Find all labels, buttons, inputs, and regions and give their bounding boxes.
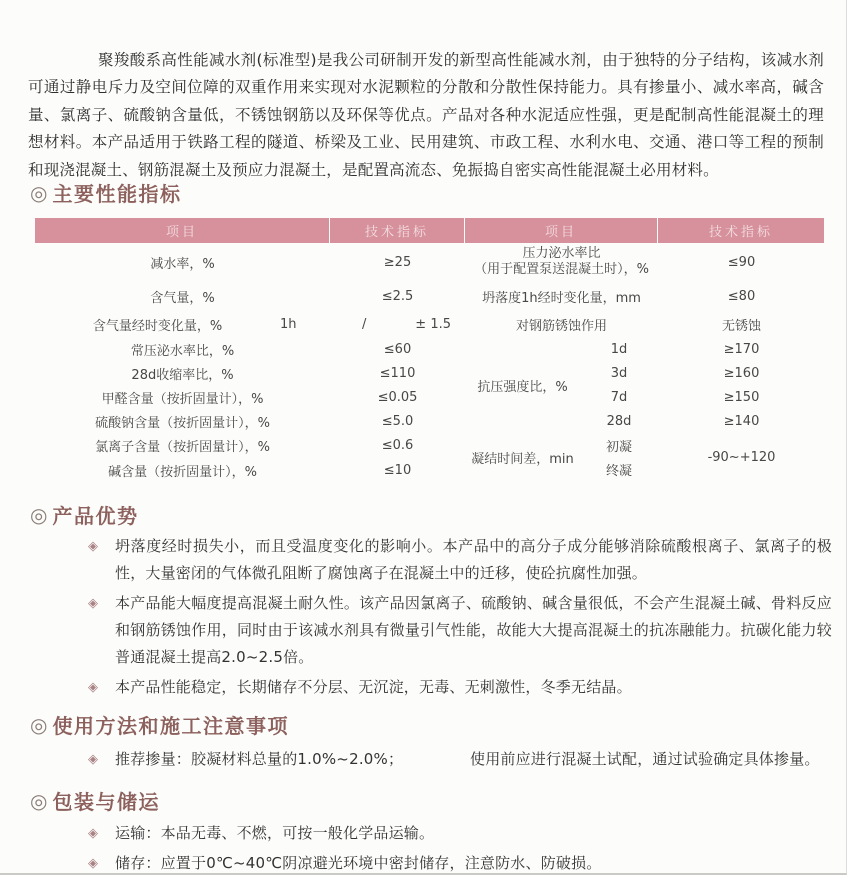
list-item-text: 坍落度经时损失小，而且受温度变化的影响小。本产品中的高分子成分能够消除硫酸根离子、氯离子的极性，大量密闭的气体微孔阻断了腐蚀离子在混凝土中的迁移，使砼抗腐性加强。 [115,537,832,582]
section-marker-icon: ◎ [30,180,48,205]
row-label: 氯离子含量（按折固量计），% [95,440,270,455]
row-label: 压力泌水率比 [522,246,601,261]
list-item-text: 本产品能大幅度提高混凝土耐久性。该产品因氯离子、硫酸钠、碱含量很低，不会产生混凝土碱、骨料反应和钢筋锈蚀作用，同时由于该减水剂具有微量引气性能，故能大大提高混凝土的抗冻融能力。抗碳化能力较普通混凝土提高2.0~2.5倍。 [115,594,832,666]
packaging-list [88,820,832,880]
row-label: 对钢筋锈蚀作用 [515,318,607,334]
row-value: ≤0.6 [381,438,414,453]
group-label: 抗压强度比，% [477,379,568,395]
table-header-row [35,218,825,243]
row-value: ≥25 [383,254,412,270]
table-header-cell: 项目 [35,218,329,243]
list-item [88,746,832,773]
row-value: ≥140 [723,413,760,429]
usage-note-text: 使用前应进行混凝土试配，通过试验确定具体掺量。 [470,750,820,768]
section-marker-icon: ◎ [30,788,48,813]
row-sub-label: 1h [280,316,297,332]
row-label: 甲醛含量（按折固量计），% [101,391,264,407]
row-slash: / [362,316,367,332]
table-row [35,458,465,482]
table-group-setting-time [465,433,825,482]
table-row [35,409,465,433]
table-row [35,281,465,311]
row-value: ≥170 [723,341,760,357]
row-value: ≤0.05 [377,389,418,405]
row-label: 含气量经时变化量，% [92,318,223,334]
table-row [35,433,465,458]
row-label: 含气量，% [150,290,215,306]
row-label: 坍落度1h经时变化量，mm [482,290,641,306]
section-heading-performance [30,178,181,207]
list-item-text: 储存：应置于0℃~40℃阴凉避光环境中密封储存，注意防水、防破损。 [115,854,602,872]
list-item [88,850,832,877]
diamond-bullet-icon: ◈ [88,680,98,695]
table-group-strength [465,337,825,433]
performance-table [35,218,825,482]
row-label: 硫酸钠含量（按折固量计），% [95,415,270,431]
diamond-bullet-icon: ◈ [88,752,98,767]
table-row [35,243,465,281]
list-item-text: 运输：本品无毒、不燃，可按一般化学品运输。 [115,824,435,842]
row-label: （用于配置泵送混凝土时），% [474,262,649,277]
age-label: 28d [606,413,632,429]
setting-initial-label: 初凝 [605,439,632,455]
diamond-bullet-icon: ◈ [88,826,98,841]
section-marker-icon: ◎ [30,502,48,527]
section-marker-icon: ◎ [30,712,48,737]
row-value: ≥150 [723,389,760,405]
table-left-body [35,243,465,482]
table-row [465,281,825,311]
section-heading-packaging [30,786,160,815]
group-label: 凝结时间差，min [471,452,574,467]
section-title: 使用方法和施工注意事项 [52,714,289,738]
row-value: ≤5.0 [381,413,414,429]
table-header-cell: 项目 [465,218,657,243]
row-value: ≤80 [727,288,756,304]
row-label: 常压泌水率比，% [130,343,235,359]
usage-list [88,746,832,776]
row-value: -90~+120 [707,450,776,465]
section-heading-advantages [30,500,138,529]
row-value: ≥160 [723,365,760,381]
table-header-cell: 技术指标 [658,218,824,243]
row-label: 减水率，% [150,256,215,272]
advantages-list [88,533,832,704]
row-value: ≤10 [383,462,412,478]
row-value: ≤2.5 [381,288,414,304]
setting-final-label: 终凝 [605,463,632,479]
table-row [465,311,825,337]
section-title: 主要性能指标 [52,182,182,206]
list-item-text: 本产品性能稳定，长期储存不分层、无沉淀，无毒、无刺激性，冬季无结晶。 [115,678,632,696]
section-title: 产品优势 [52,504,139,528]
dosage-text: 推荐掺量：胶凝材料总量的1.0%~2.0%； [115,750,404,768]
section-heading-usage [30,710,289,739]
age-label: 3d [610,365,628,381]
age-label: 1d [610,341,628,357]
table-row [35,385,465,409]
table-row [35,361,465,385]
diamond-bullet-icon: ◈ [88,539,98,554]
row-value: 无锈蚀 [721,318,761,334]
table-row [465,243,825,281]
intro-paragraph: 聚羧酸系高性能减水剂(标准型)是我公司研制开发的新型高性能减水剂，由于独特的分子结构，该减水剂可通过静电斥力及空间位障的双重作用来实现对水泥颗粒的分散和分散性保持能力。具有掺量小、减水率高，碱含量、氯离子、硫酸钠含量低，不锈蚀钢筋以及环保等优点。产品对各种水泥适应性强，更是配制高性能混凝土的理想材料。本产品适用于铁路工程的隧道、桥梁及工业、民用建筑、市政工程、水利水电、交通、港口等工程的预制和现浇混凝土、钢筋混凝土及预应力混凝土，是配置高流态、免振捣自密实高性能混凝土必用材料。 [28,50,824,179]
row-label: 碱含量（按折固量计），% [108,464,257,480]
table-row [35,337,465,361]
age-label: 7d [610,389,628,405]
row-value: ± 1.5 [415,316,451,332]
row-label: 28d收缩率比，% [131,367,234,383]
list-item [88,674,832,701]
list-item [88,533,832,587]
diamond-bullet-icon: ◈ [88,596,98,611]
row-value: ≤110 [379,365,416,381]
row-value: ≤60 [383,341,412,357]
list-item [88,590,832,671]
section-title: 包装与储运 [52,790,160,814]
row-value: ≤90 [727,254,756,270]
list-item [88,820,832,847]
table-header-cell: 技术指标 [330,218,464,243]
table-row [35,311,465,337]
diamond-bullet-icon: ◈ [88,856,98,871]
table-right-body [465,243,825,482]
